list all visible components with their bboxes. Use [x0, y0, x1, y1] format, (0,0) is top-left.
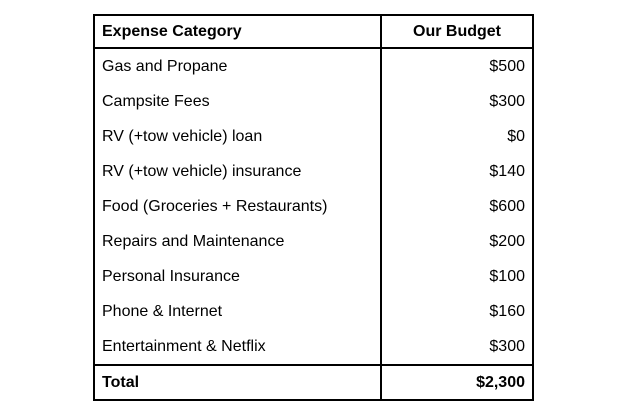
- expense-category-cell: Campsite Fees: [94, 84, 381, 119]
- budget-value-cell: $200: [489, 232, 525, 250]
- expense-category-cell: Food (Groceries + Restaurants): [94, 189, 381, 224]
- expense-category-cell: RV (+tow vehicle) insurance: [94, 154, 381, 189]
- budget-value-cell: $160: [489, 302, 525, 320]
- header-row: [94, 15, 533, 48]
- total-value-cell: $2,300: [381, 365, 533, 400]
- budget-table: [93, 14, 534, 401]
- budget-value-cell: $100: [489, 267, 525, 285]
- budget-value-cell: $300: [489, 92, 525, 110]
- expense-category-cell: Entertainment & Netflix: [94, 329, 381, 365]
- table-row: [94, 48, 533, 84]
- total-row: [94, 365, 533, 400]
- total-label-cell: Total: [94, 365, 381, 400]
- header-expense-category: Expense Category: [94, 15, 381, 48]
- expense-category-cell: Gas and Propane: [94, 48, 381, 84]
- budget-value-cell: $140: [489, 162, 525, 180]
- budget-value-cell: $600: [489, 197, 525, 215]
- expense-category-cell: Phone & Internet: [94, 294, 381, 329]
- header-our-budget: Our Budget: [381, 15, 533, 48]
- budget-value-cell: $500: [489, 57, 525, 75]
- expense-category-cell: RV (+tow vehicle) loan: [94, 119, 381, 154]
- table-row: [94, 224, 533, 259]
- table-row: [94, 259, 533, 294]
- expense-category-cell: Repairs and Maintenance: [94, 224, 381, 259]
- table-row: [94, 119, 533, 154]
- table-row: [94, 329, 533, 365]
- budget-value-cell: $300: [489, 337, 525, 355]
- table-row: [94, 189, 533, 224]
- table-row: [94, 84, 533, 119]
- budget-value-cell: $0: [507, 127, 525, 145]
- table-row: [94, 154, 533, 189]
- table-row: [94, 294, 533, 329]
- expense-category-cell: Personal Insurance: [94, 259, 381, 294]
